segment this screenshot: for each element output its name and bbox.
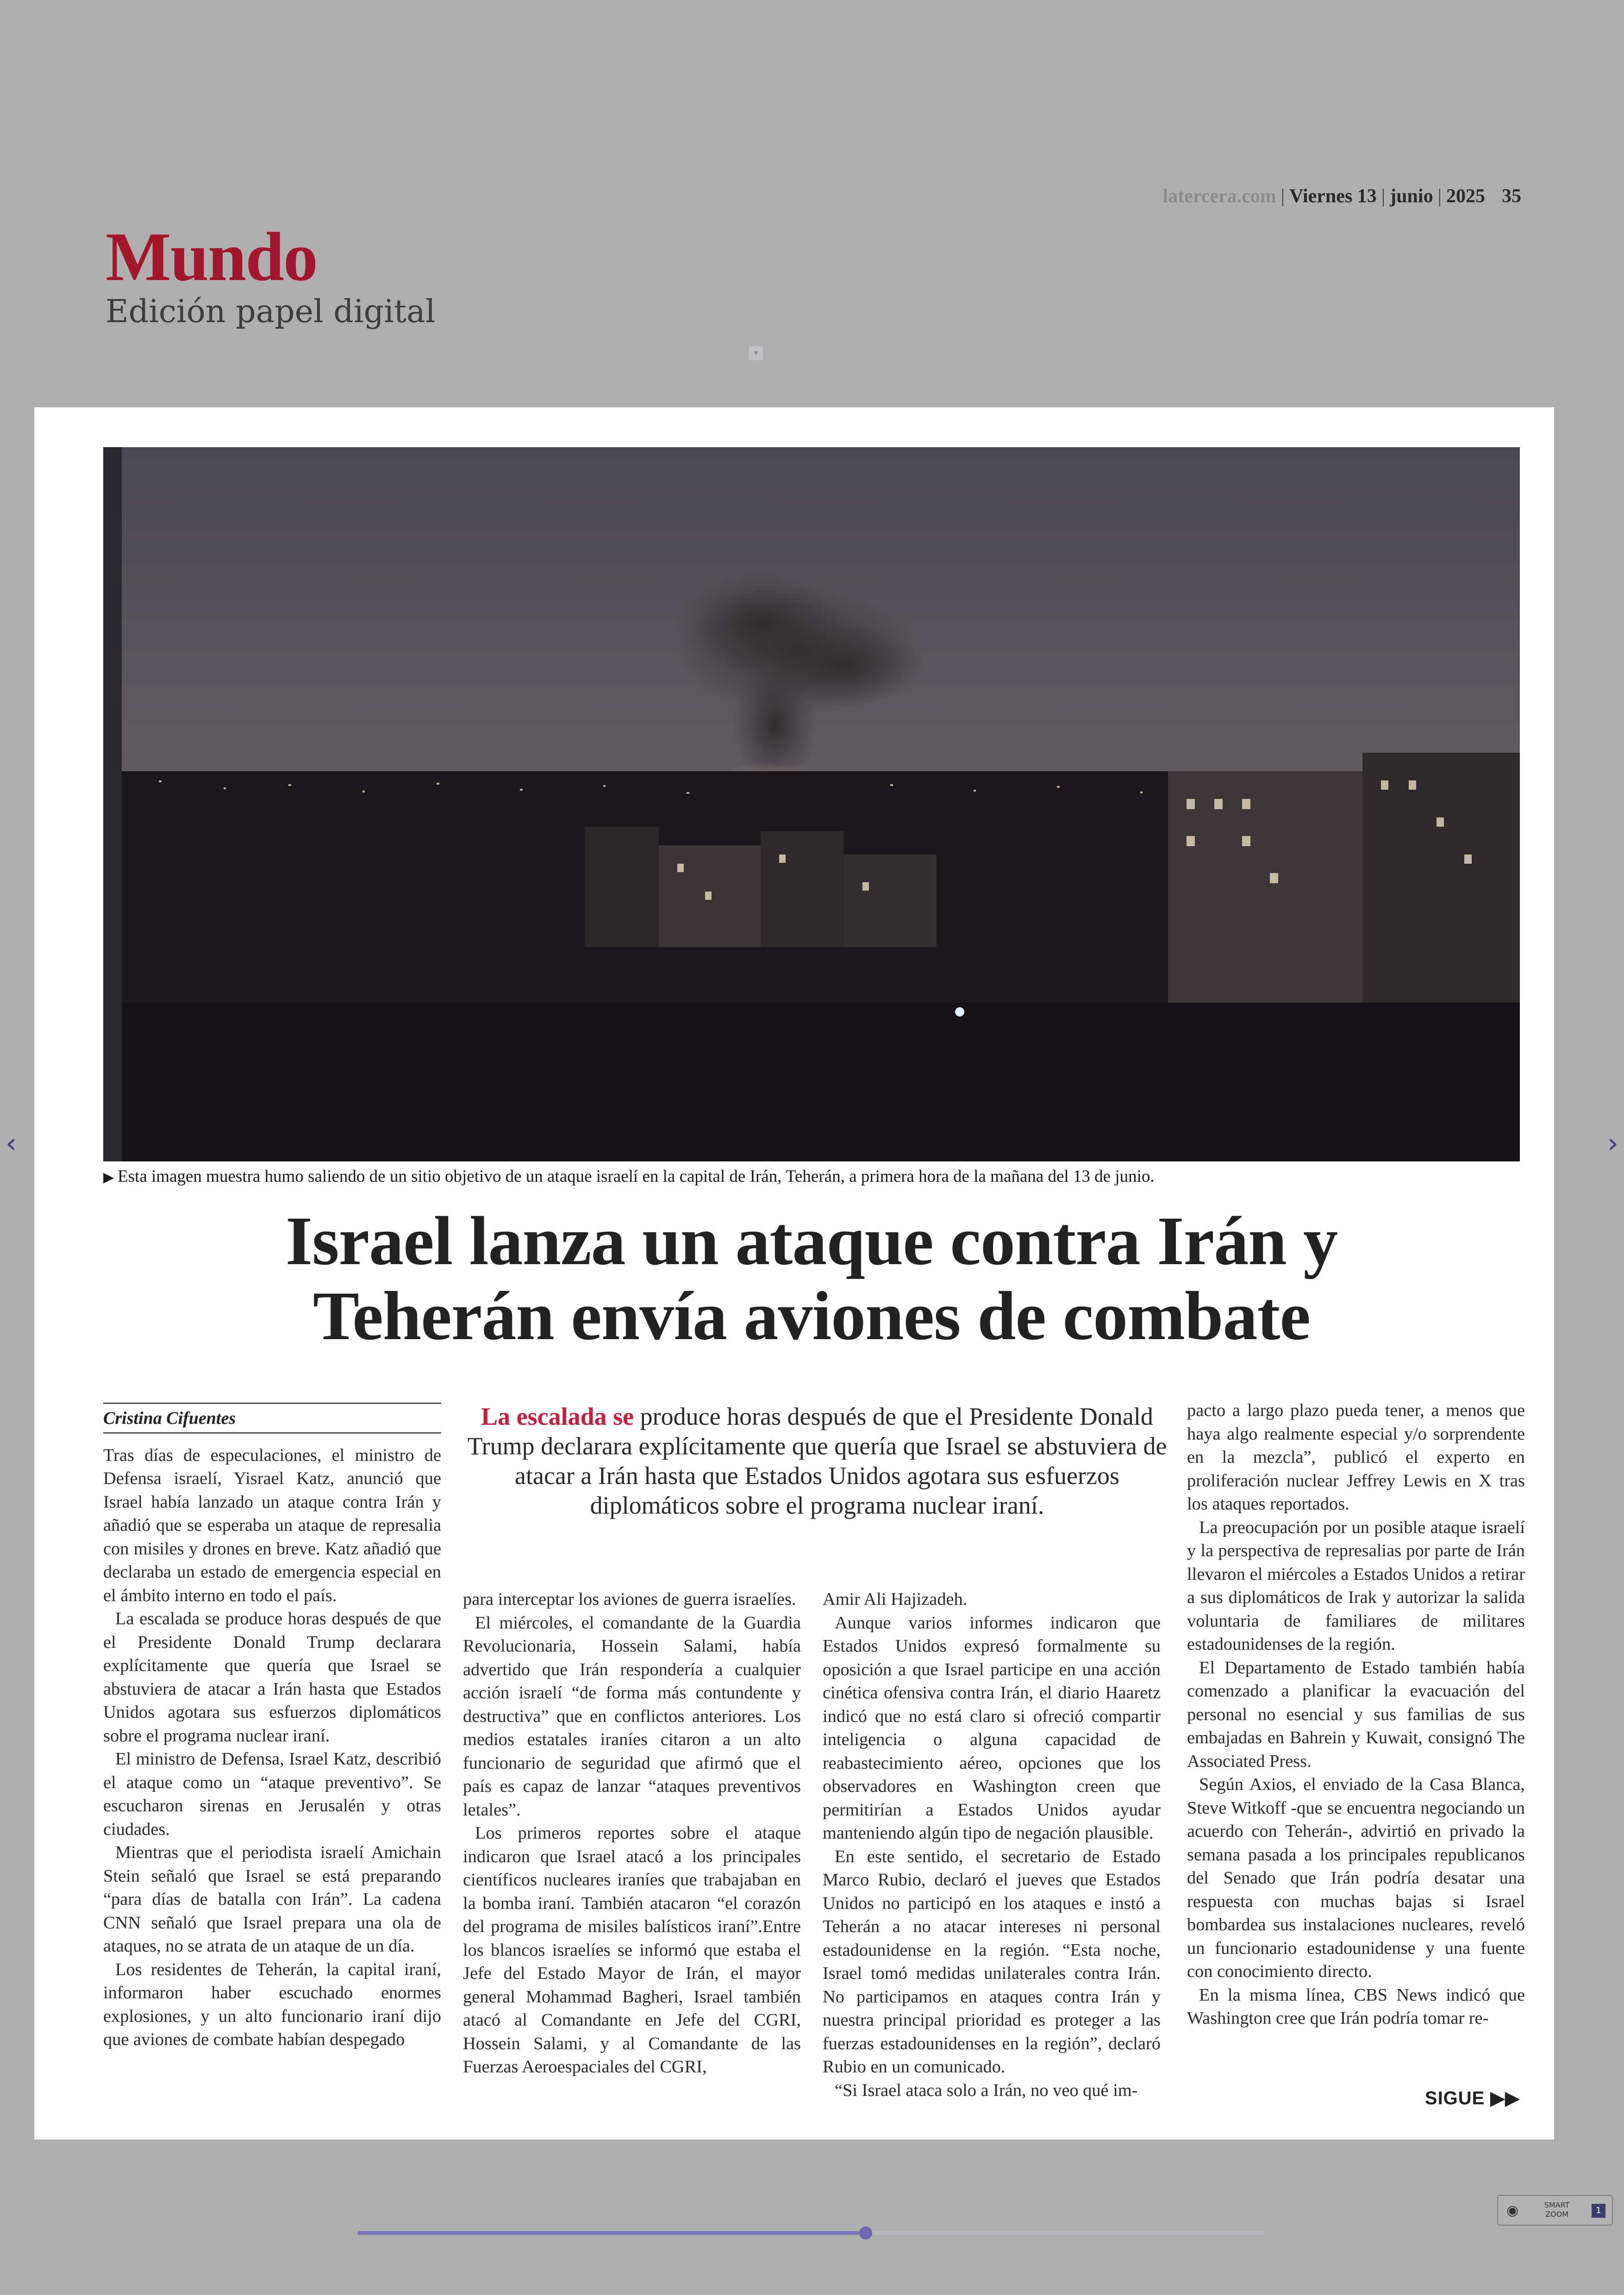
folio-separator: | xyxy=(1381,186,1386,207)
folio-month: junio xyxy=(1390,186,1433,207)
article-headline xyxy=(103,1204,1520,1353)
pull-quote-text: produce horas después de que el Presidente Donald Trump declarara explícitamente que quería que Israel se abstuviera de atacar a Irán hasta que Estados Unidos agotara sus esfuerzos diplomáticos sobre el programa nuclear iraní. xyxy=(467,1403,1167,1519)
folio-separator: | xyxy=(1280,186,1285,207)
newspaper-page xyxy=(34,407,1554,2139)
article-column-3 xyxy=(823,1588,1161,2102)
paragraph: Los residentes de Teherán, la capital iraní, informaron haber escuchado enormes explosiones, y un alto funcionario iraní dijo que aviones de combate habían despegado xyxy=(103,1959,441,2049)
page-scrubber-fill xyxy=(357,2231,866,2235)
folio-day: Viernes 13 xyxy=(1289,186,1377,207)
article-column-2 xyxy=(463,1588,801,2079)
paragraph: En este sentido, el secretario de Estado Marco Rubio, declaró el jueves que Estados Unidos no participó en los ataques e instó a Teherán a no atacar intereses ni personal estadounidense en la región. “Esta noche, Israel tomó medidas unilaterales contra Irán. No participamos en ataques contra Irán y nuestra principal prioridad es proteger a las fuerzas estadounidenses en la región”, declaró Rubio en un comunicado. xyxy=(823,1846,1161,2077)
article-photo xyxy=(103,447,1520,1161)
page-folio xyxy=(1163,185,1521,207)
article-column-1 xyxy=(103,1403,441,2052)
smart-zoom-label-1: SMART xyxy=(1544,2201,1570,2209)
headline-line-2: Teherán envía aviones de combate xyxy=(312,1278,1311,1354)
paragraph: Aunque varios informes indicaron que Estados Unidos expresó formalmente su oposición a que Israel participe en una acción cinética ofensiva contra Irán, el diario Haaretz indicó que no está claro si ofreció compartir inteligencia o alguna capacidad de reabastecimiento aéreo, opciones que los observadores en Washington creen que permitirían a Estados Unidos ayudar manteniendo algún tipo de negación plausible. xyxy=(823,1613,1161,1843)
paragraph: La escalada se produce horas después de que el Presidente Donald Trump declarara explícitamente que quería que Israel se abstuviera de atacar a Irán hasta que Estados Unidos agotara sus esfuerzos diplomáticos sobre el programa nuclear iraní. xyxy=(103,1609,441,1746)
section-title: Mundo xyxy=(106,218,317,295)
site-name: latercera.com xyxy=(1162,186,1276,207)
section-subtitle: Edición papel digital xyxy=(106,293,436,330)
paragraph: En la misma línea, CBS News indicó que Washington cree que Irán podría tomar re- xyxy=(1187,1985,1525,2028)
headline-line-1: Israel lanza un ataque contra Irán y xyxy=(285,1203,1338,1279)
article-column-4 xyxy=(1187,1399,1525,2030)
continues-link[interactable]: SIGUE ▶▶ xyxy=(1424,2088,1520,2108)
caption-marker-icon: ▶ xyxy=(103,1169,114,1185)
paragraph: “Si Israel ataca solo a Irán, no veo qué im- xyxy=(835,2080,1138,2100)
prev-page-button[interactable]: ‹ xyxy=(6,1127,17,1160)
paragraph: para interceptar los aviones de guerra israelíes. xyxy=(463,1590,796,1609)
folio-separator: | xyxy=(1437,186,1442,207)
folio-year: 2025 xyxy=(1446,186,1485,207)
next-page-button[interactable]: › xyxy=(1607,1127,1618,1160)
paragraph: El ministro de Defensa, Israel Katz, describió el ataque como un “ataque preventivo”. Se escucharon sirenas en Jerusalén y otras ciudades. xyxy=(103,1749,441,1839)
smart-zoom-label xyxy=(1536,2201,1578,2219)
eye-icon: ◉ xyxy=(1506,2202,1519,2219)
smart-zoom-button[interactable] xyxy=(1497,2195,1613,2226)
caption-text: Esta imagen muestra humo saliendo de un sitio objetivo de un ataque israelí en la capital de Irán, Teherán, a primera hora de la mañana del 13 de junio. xyxy=(118,1167,1155,1186)
photo-city-night-smoke xyxy=(103,447,1520,1161)
smart-zoom-label-2: ZOOM xyxy=(1545,2210,1568,2219)
pull-quote-lead: La escalada se xyxy=(481,1403,634,1430)
byline: Cristina Cifuentes xyxy=(103,1403,441,1434)
paragraph: Amir Ali Hajizadeh. xyxy=(823,1590,968,1609)
page-marker-icon: ▾ xyxy=(749,346,763,360)
pull-quote xyxy=(463,1402,1171,1520)
page-scrubber-handle[interactable] xyxy=(859,2226,872,2239)
paragraph: La preocupación por un posible ataque israelí y la perspectiva de represalias por parte de Irán llevaron el miércoles a Estados Unidos a retirar a sus diplomáticos de Irak y autorizar la salida voluntaria de familiares de militares estadounidenses de la región. xyxy=(1187,1517,1525,1654)
paragraph: El Departamento de Estado también había comenzado a planificar la evacuación del personal no esencial y sus familias de sus embajadas en Bahrein y Kuwait, consignó The Associated Press. xyxy=(1187,1658,1525,1771)
page-scrubber[interactable] xyxy=(357,2231,1265,2235)
paragraph: El miércoles, el comandante de la Guardia Revolucionaria, Hossein Salami, había advertido que Irán respondería a cualquier acción israelí “de forma más contundente y destructiva” que en conflictos anteriores. Los medios estatales iraníes citaron a un alto funcionario de seguridad que afirmó que el país es capaz de lanzar “ataques preventivos letales”. xyxy=(463,1613,801,1820)
paragraph: Según Axios, el enviado de la Casa Blanca, Steve Witkoff -que se encuentra negociando un acuerdo con Teherán-, advirtió en privado la semana pasada a los principales republicanos del Senado que Irán podría desatar una respuesta con muchas bajas si Israel bombardea sus instalaciones nucleares, reveló un funcionario estadounidense y una fuente con conocimiento directo. xyxy=(1187,1775,1525,1981)
paragraph: pacto a largo plazo pueda tener, a menos que haya algo realmente especial y/o sorprendente en la mezcla”, publicó el experto en proliferación nuclear Jeffrey Lewis en X tras los ataques reportados. xyxy=(1187,1401,1525,1514)
paragraph: Mientras que el periodista israelí Amichain Stein señaló que Israel se está preparando “para días de batalla con Irán”. La cadena CNN señaló que Israel prepara una ola de ataques, no se atrata de un ataque de un día. xyxy=(103,1843,441,1956)
paragraph: Los primeros reportes sobre el ataque indicaron que Israel atacó a los principales científicos nucleares iraníes que trabajaban en la bomba iraní. También atacaron “el corazón del programa de misiles balísticos iraní”.Entre los blancos israelíes se informó que estaba el Jefe del Estado Mayor de Irán, el mayor general Mohammad Bagheri, Israel también atacó al Comandante en Jefe del CGRI, Hossein Salami, y al Comandante de las Fuerzas Aeroespaciales del CGRI, xyxy=(463,1823,801,2077)
photo-caption xyxy=(103,1166,1520,1186)
page-number: 35 xyxy=(1502,186,1521,207)
paragraph: Tras días de especulaciones, el ministro de Defensa israelí, Yisrael Katz, anunció que Israel había lanzado un ataque contra Irán y añadió que se esperaba un ataque de represalia con misiles y drones en breve. Katz añadió que declaraba un estado de emergencia especial en el ámbito interno en todo el país. xyxy=(103,1445,441,1605)
page-badge: 1 xyxy=(1592,2204,1605,2218)
